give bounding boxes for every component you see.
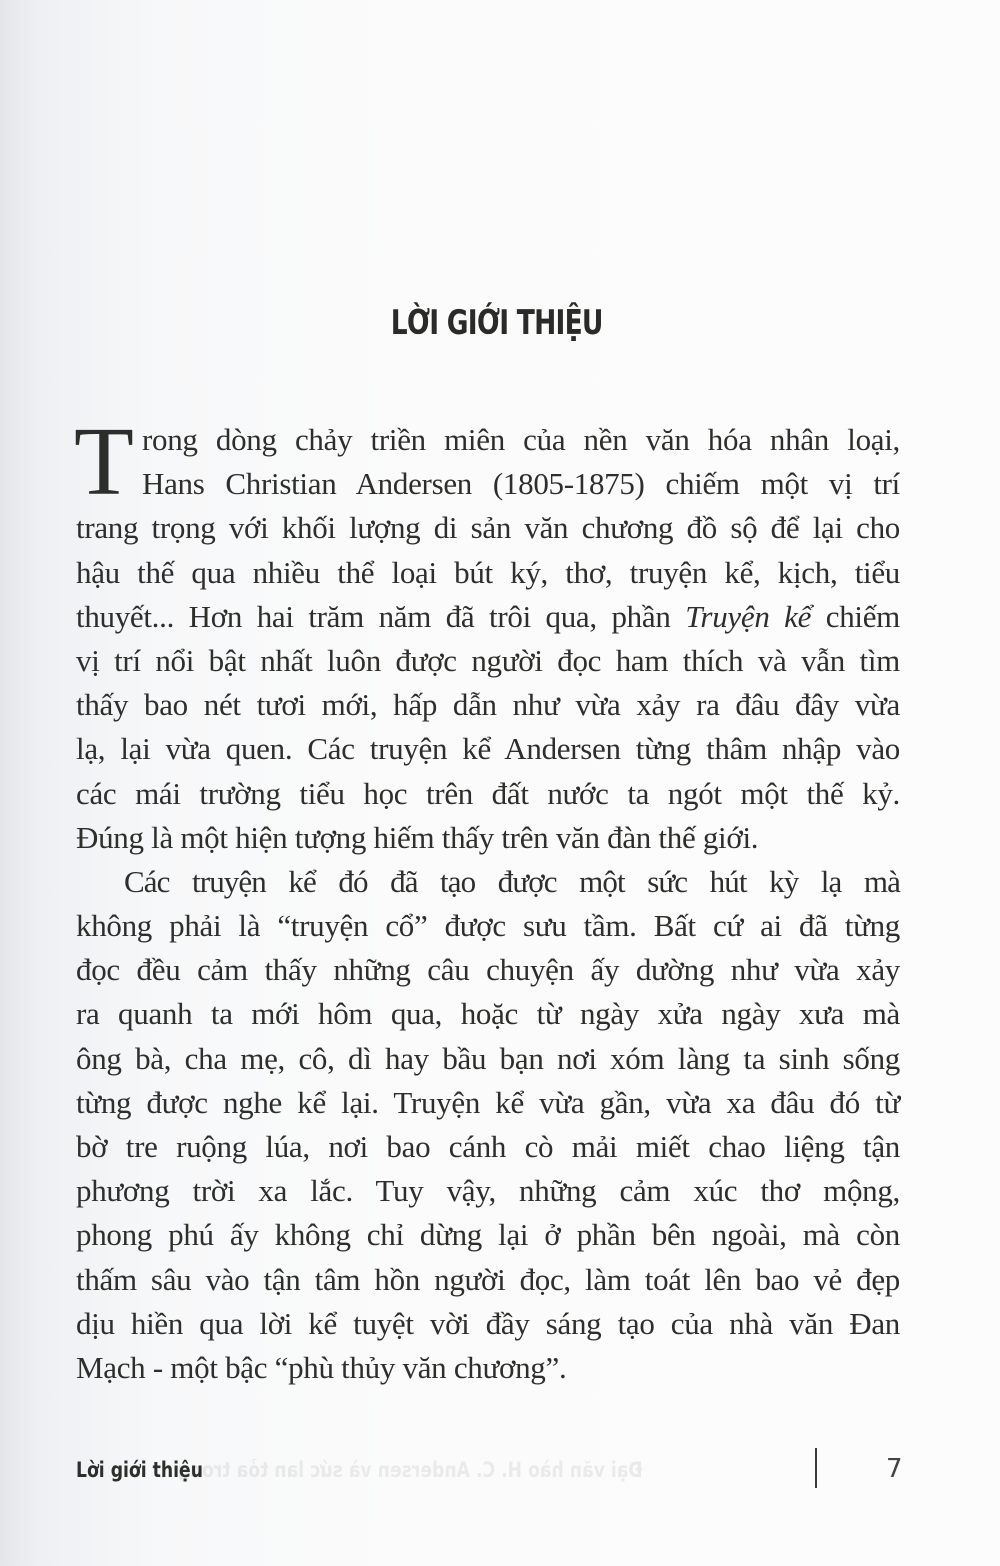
text-run: chiếm [811,598,900,634]
text-line: phong phú ấy không chỉ dừng lại ở phần bên ngoài, mà còn [76,1217,900,1253]
text-line: đọc đều cảm thấy những câu chuyện ấy dường như vừa xảy [76,952,900,988]
running-footer-section: Lời giới thiệu [76,1458,203,1482]
page-footer [76,1448,906,1488]
text-line: Đúng là một hiện tượng hiếm thấy trên văn đàn thế giới. [76,819,759,855]
text-line: Mạch - một bậc “phù thủy văn chương”. [76,1349,567,1385]
text-line: các mái trường tiểu học trên đất nước ta ngót một thế kỷ. [76,775,900,811]
text-line: từng được nghe kể lại. Truyện kể vừa gần, vừa xa đâu đó từ [76,1084,900,1120]
text-line: lạ, lại vừa quen. Các truyện kể Andersen từng thâm nhập vào [76,731,900,767]
text-line: ra quanh ta mới hôm qua, hoặc từ ngày xửa ngày xưa mà [76,996,900,1032]
italic-phrase: Truyện kể [685,598,812,634]
text-line: Hans Christian Andersen (1805-1875) chiếm một vị trí [142,466,900,502]
text-run: thuyết... Hơn hai trăm năm đã trôi qua, phần [76,598,686,634]
text-line: bờ tre ruộng lúa, nơi bao cánh cò mải miết chao liệng tận [76,1129,900,1164]
page-title: LỜI GIỚI THIỆU [390,302,603,343]
page-number: 7 [886,1454,903,1484]
text-line: dịu hiền qua lời kể tuyệt vời đầy sáng tạo của nhà văn Đan [76,1305,900,1341]
text-line: phương trời xa lắc. Tuy vậy, những cảm xúc thơ mộng, [76,1173,900,1209]
paragraph-1 [74,408,900,860]
text-line: trang trọng với khối lượng di sản văn chương đồ sộ để lại cho [76,510,900,546]
drop-cap: T [74,408,134,516]
text-line: ông bà, cha mẹ, cô, dì hay bầu bạn nơi xóm làng ta sinh sống [76,1040,900,1076]
paragraph-2 [76,860,900,1390]
body-text [74,408,900,1390]
text-line [76,595,900,639]
text-line: Các truyện kể đó đã tạo được một sức hút kỳ lạ mà [124,863,900,899]
text-line: vị trí nổi bật nhất luôn được người đọc ham thích và vẫn tìm [76,642,900,678]
text-line: rong dòng chảy triền miên của nền văn hóa nhân loại, [142,422,900,457]
text-line: không phải là “truyện cổ” được sưu tầm. Bất cứ ai đã từng [76,908,900,944]
running-footer-show-through: Đại văn hào H. C. Andersen và sức lan tỏa trong [177,1458,643,1482]
footer-divider [815,1448,817,1488]
text-line: thấm sâu vào tận tâm hồn người đọc, làm toát lên bao vẻ đẹp [76,1261,900,1297]
text-line: hậu thế qua nhiều thể loại bút ký, thơ, truyện kể, kịch, tiểu [76,554,900,590]
text-line: thấy bao nét tươi mới, hấp dẫn như vừa xảy ra đâu đây vừa [76,687,900,723]
